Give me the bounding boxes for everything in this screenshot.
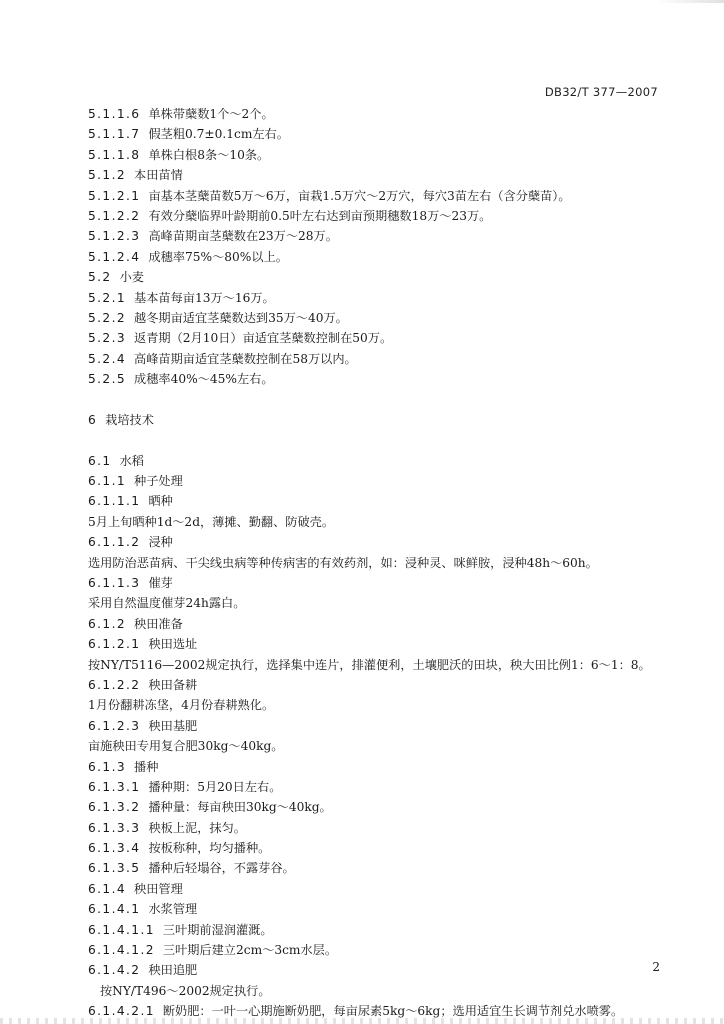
document-line	[88, 165, 668, 185]
section-number: 6.1.3.5	[88, 861, 141, 876]
section-number: 6.1.3	[88, 759, 127, 774]
section-number: 5.1.2.1	[88, 188, 141, 203]
document-line	[88, 920, 668, 940]
section-text: 亩基本茎蘖苗数5万～6万，亩栽1.5万穴～2万穴，每穴3苗左右（含分蘖苗）。	[148, 188, 571, 203]
section-text: 三叶期前湿润灌溉。	[162, 922, 273, 937]
section-text: 高峰苗期亩适宜茎蘖数控制在58万以内。	[134, 351, 357, 366]
section-text: 小麦	[119, 270, 144, 285]
document-line	[88, 879, 668, 899]
document-line	[88, 736, 668, 756]
section-text: 选用防治恶苗病、干尖线虫病等种传病害的有效药剂，如：浸种灵、咪鲜胺，浸种48h～60h。	[88, 555, 598, 570]
section-text: 秧田准备	[134, 616, 183, 631]
document-line	[88, 410, 668, 430]
section-text: 秧田追肥	[148, 963, 198, 978]
document-line	[88, 369, 668, 389]
section-text: 播种期：5月20日左右。	[148, 779, 282, 794]
document-line	[88, 267, 668, 287]
section-number: 5.1.2.4	[88, 249, 141, 264]
section-text: 晒种	[148, 494, 173, 509]
section-number: 6.1.4.2	[88, 963, 141, 978]
document-line	[88, 288, 668, 308]
section-number: 6.1.3.2	[88, 800, 141, 815]
section-text: 水浆管理	[148, 902, 198, 917]
document-body	[88, 104, 668, 1022]
document-line	[88, 899, 668, 919]
section-text: 5月上旬晒种1d～2d，薄摊、勤翻、防破壳。	[88, 514, 335, 529]
section-text: 基本苗每亩13万～16万。	[134, 290, 275, 305]
document-line	[88, 695, 668, 715]
section-number: 6.1.3.4	[88, 841, 141, 856]
section-number: 6.1	[88, 453, 112, 468]
section-text: 采用自然温度催芽24h露白。	[88, 596, 246, 611]
document-line	[88, 614, 668, 634]
document-line	[88, 593, 668, 613]
section-number: 5.1.2	[88, 168, 127, 183]
document-line	[88, 471, 668, 491]
section-text: 越冬期亩适宜茎蘖数达到35万～40万。	[134, 310, 348, 325]
document-line	[88, 349, 668, 369]
page-number: 2	[652, 960, 660, 974]
scan-artifact-top	[654, 0, 724, 3]
section-text: 断奶肥：一叶一心期施断奶肥，每亩尿素5kg～6kg；选用适宜生长调节剂兑水喷雾。	[162, 1004, 624, 1019]
document-line	[88, 655, 668, 675]
section-text: 单株白根8条～10条。	[148, 147, 270, 162]
document-line	[88, 491, 668, 511]
section-number: 5.1.2.3	[88, 229, 141, 244]
section-text: 秧田选址	[148, 637, 198, 652]
document-line	[88, 206, 668, 226]
section-text: 假茎粗0.7±0.1cm左右。	[148, 127, 289, 142]
section-text: 1月份翻耕冻垡，4月份春耕熟化。	[88, 698, 275, 713]
section-number: 6.1.1.3	[88, 575, 141, 590]
section-number: 5.2.1	[88, 290, 127, 305]
document-line	[88, 838, 668, 858]
section-text: 本田苗情	[134, 168, 183, 183]
section-number: 5.1.1.6	[88, 107, 141, 121]
document-line	[88, 532, 668, 552]
section-text: 高峰苗期亩茎蘖数在23万～28万。	[148, 229, 338, 244]
document-line	[88, 512, 668, 532]
document-line	[88, 328, 668, 348]
section-text: 秧板上泥，抹匀。	[148, 820, 246, 835]
document-line	[88, 573, 668, 593]
section-text: 浸种	[148, 535, 173, 550]
section-text: 有效分蘖临界叶龄期前0.5叶左右达到亩预期穗数18万～23万。	[148, 208, 492, 223]
document-line	[88, 247, 668, 267]
section-number: 6.1.4.2.1	[88, 1004, 155, 1019]
document-line	[88, 940, 668, 960]
section-number: 6.1.4	[88, 881, 127, 896]
section-text: 秧田基肥	[148, 718, 198, 733]
section-text: 按板称种，均匀播种。	[148, 841, 271, 856]
section-number: 5.2.5	[88, 372, 127, 387]
document-line	[88, 186, 668, 206]
document-line	[88, 553, 668, 573]
section-number: 5.2.4	[88, 351, 127, 366]
document-line	[88, 757, 668, 777]
document-line	[88, 308, 668, 328]
document-line	[88, 818, 668, 838]
section-text: 三叶期后建立2cm～3cm水层。	[162, 943, 338, 958]
section-number: 6.1.2.2	[88, 677, 141, 692]
document-line	[88, 716, 668, 736]
section-text: 返青期（2月10日）亩适宜茎蘖数控制在50万。	[134, 331, 393, 346]
section-number: 6.1.1.1	[88, 494, 141, 509]
section-number: 6.1.4.1.1	[88, 922, 155, 937]
section-number: 5.2.2	[88, 310, 127, 325]
document-line	[88, 124, 668, 144]
section-text: 播种	[134, 759, 159, 774]
section-text: 播种后轻塌谷，不露芽谷。	[148, 861, 295, 876]
document-line	[88, 145, 668, 165]
section-number: 5.1.1.8	[88, 147, 141, 162]
document-line	[88, 858, 668, 878]
section-text: 秧田备耕	[148, 677, 198, 692]
document-line	[88, 451, 668, 471]
document-line	[88, 226, 668, 246]
section-number: 5.1.1.7	[88, 127, 141, 142]
section-text: 播种量：每亩秧田30kg～40kg。	[148, 800, 332, 815]
section-text: 栽培技术	[105, 412, 154, 427]
section-number: 6.1.2.1	[88, 637, 141, 652]
section-number: 6.1.3.3	[88, 820, 141, 835]
section-number: 6.1.2	[88, 616, 127, 631]
section-number: 6.1.4.1	[88, 902, 141, 917]
section-text: 催芽	[148, 575, 173, 590]
section-number: 5.1.2.2	[88, 208, 141, 223]
section-text: 成穗率40%～45%左右。	[134, 372, 274, 387]
section-text: 种子处理	[134, 474, 183, 489]
section-text: 秧田管理	[134, 881, 183, 896]
section-number: 6.1.2.3	[88, 718, 141, 733]
section-number: 6.1.1.2	[88, 535, 141, 550]
scan-artifact-bottom	[0, 1018, 724, 1024]
document-line	[88, 981, 668, 1001]
document-line	[88, 104, 668, 124]
document-line	[88, 634, 668, 654]
section-text: 成穗率75%～80%以上。	[148, 249, 288, 264]
section-number: 6.1.4.1.2	[88, 943, 155, 958]
document-line	[88, 675, 668, 695]
document-line	[88, 430, 668, 450]
section-number: 6	[88, 412, 98, 427]
document-line	[88, 960, 668, 980]
section-number: 5.2	[88, 270, 112, 285]
section-text: 按NY/T5116—2002规定执行，选择集中连片，排灌便利，土壤肥沃的田块，秧大田比例1：6～1：8。	[88, 657, 651, 672]
document-line	[88, 777, 668, 797]
section-text: 单株带蘖数1个～2个。	[148, 107, 274, 121]
section-text: 亩施秧田专用复合肥30kg～40kg。	[88, 739, 284, 754]
document-line	[88, 389, 668, 409]
section-text: 按NY/T496～2002规定执行。	[100, 983, 271, 998]
standard-code-header: DB32/T 377—2007	[544, 85, 658, 99]
section-number: 6.1.3.1	[88, 779, 141, 794]
section-text: 水稻	[119, 453, 144, 468]
section-number: 6.1.1	[88, 474, 127, 489]
document-line	[88, 797, 668, 817]
section-number: 5.2.3	[88, 331, 127, 346]
